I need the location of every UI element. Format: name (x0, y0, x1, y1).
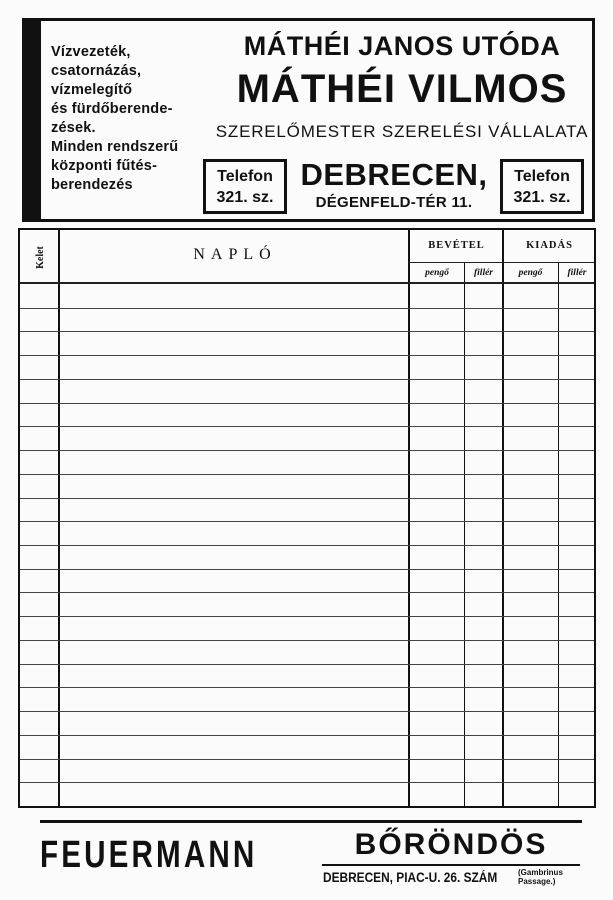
ledger-row-rule (20, 450, 594, 451)
phone-box-left (203, 159, 287, 214)
header-bottom-rule (20, 282, 594, 284)
ledger-row-rule (20, 545, 594, 546)
income-header: BEVÉTEL (428, 240, 485, 251)
ledger-row-rule (20, 640, 594, 641)
service-line: és fürdőberende- (51, 101, 173, 117)
header-advertisement (22, 18, 595, 222)
date-column-header (22, 234, 58, 280)
ledger-row-rule (20, 521, 594, 522)
service-line: központi fűtés- (51, 158, 158, 174)
income-split-rule (464, 262, 465, 806)
shop-owner-name: FEUERMANN (40, 834, 258, 876)
footer-advertisement (40, 820, 582, 894)
ledger-row-rule (20, 379, 594, 380)
date-column-rule (58, 230, 60, 806)
shop-address: DEBRECEN, PIAC-U. 26. SZÁM (323, 870, 498, 885)
phone-number: 321. sz. (216, 189, 274, 206)
company-predecessor: MÁTHÉI JANOS UTÓDA (243, 31, 561, 61)
services-list (51, 43, 199, 195)
company-name: MÁTHÉI VILMOS (236, 67, 568, 111)
location-note-line: Passage.) (518, 877, 556, 886)
service-line: zések. (51, 120, 96, 136)
ledger-row-rule (20, 426, 594, 427)
ledger-row-rule (20, 569, 594, 570)
ledger-row-rule (20, 474, 594, 475)
ledger-row-rule (20, 687, 594, 688)
ledger-table (18, 228, 596, 808)
service-line: Vízvezeték, (51, 44, 131, 60)
footer-top-rule (40, 820, 582, 823)
service-line: vízmelegítő (51, 82, 133, 98)
ledger-row-rule (20, 355, 594, 356)
company-city: DEBRECEN, (300, 157, 488, 192)
footer-shop-rule (322, 864, 580, 866)
phone-label: Telefon (217, 168, 273, 185)
shop-location-note (518, 868, 563, 886)
currency-header-rule (408, 262, 594, 263)
ledger-row-rule (20, 735, 594, 736)
shop-type: BŐRÖNDÖS (354, 828, 548, 861)
ledger-row-rule (20, 616, 594, 617)
ledger-row-rule (20, 592, 594, 593)
company-address: DÉGENFELD-TÉR 11. (315, 194, 473, 211)
ledger-row-rule (20, 711, 594, 712)
income-filler-header: fillér (474, 268, 493, 278)
journal-title: NAPLÓ (193, 246, 277, 263)
ledger-row-rule (20, 782, 594, 783)
date-header-label: Kelet (34, 245, 46, 269)
ledger-row-rule (20, 498, 594, 499)
phone-label: Telefon (514, 168, 570, 185)
journal-column-rule (408, 230, 410, 806)
expense-pengo-header: pengő (518, 268, 543, 278)
ledger-row-rule (20, 331, 594, 332)
ledger-row-rule (20, 308, 594, 309)
expense-split-rule (558, 262, 559, 806)
ledger-row-rule (20, 403, 594, 404)
location-note-line: (Gambrinus (518, 868, 563, 877)
service-line: csatornázás, (51, 63, 142, 79)
income-pengo-header: pengő (425, 268, 449, 278)
service-line: Minden rendszerű (51, 139, 179, 155)
header-side-bar (25, 21, 41, 219)
income-column-rule (502, 230, 504, 806)
expense-filler-header: fillér (567, 268, 587, 278)
ledger-row-rule (20, 664, 594, 665)
expense-header: KIADÁS (526, 240, 573, 251)
phone-number: 321. sz. (513, 189, 571, 206)
company-subtitle: SZERELŐMESTER SZERELÉSI VÁLLALATA (215, 122, 589, 141)
phone-box-right (500, 159, 584, 214)
ledger-row-rule (20, 759, 594, 760)
service-line: berendezés (51, 177, 133, 193)
